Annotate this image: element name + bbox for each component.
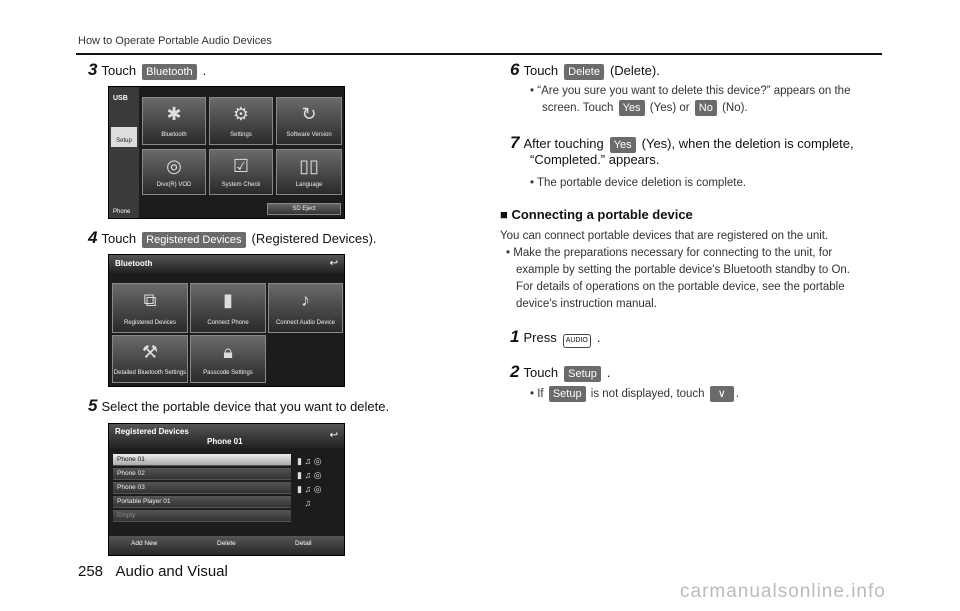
disc-icon: ◎ xyxy=(166,156,182,176)
side-phone[interactable]: Phone xyxy=(113,209,131,215)
bullet-text: (No). xyxy=(722,102,748,114)
tile-language[interactable] xyxy=(276,149,342,195)
tile-connect-audio-device[interactable] xyxy=(268,283,343,333)
tile-settings[interactable] xyxy=(209,97,273,145)
detail-button[interactable]: Detail xyxy=(295,540,312,547)
bullet-text: If xyxy=(537,388,544,400)
bullet-text: device's instruction manual. xyxy=(516,298,657,310)
list-item[interactable]: Empty xyxy=(113,510,291,522)
step-text: (Yes), when the deletion is complete, xyxy=(641,136,854,151)
bullet-7: • The portable device deletion is complete. xyxy=(530,177,747,189)
bullet-text: example by setting the portable device's Bluetooth standby to On. xyxy=(516,264,850,276)
intro-paragraph: You can connect portable devices that are registered on the unit. xyxy=(500,230,829,242)
bullet-9: • If Setup is not displayed, touch ∨ . xyxy=(530,388,740,400)
step-text: Touch xyxy=(523,365,559,380)
step-4 xyxy=(88,228,377,248)
bullet-8: • Make the preparations necessary for connecting to the unit, for example by setting the portable device's Bluetooth standby to On. For details of operations on the portable device, see the portable device's instruction manual. xyxy=(506,245,850,313)
audio-device-icon: ♪ xyxy=(301,290,310,310)
yes-button-label: Yes xyxy=(610,137,636,153)
book-icon: ▯▯ xyxy=(299,156,319,176)
tile-passcode-settings[interactable] xyxy=(190,335,266,383)
tile-label: Detailed Bluetooth Settings xyxy=(113,370,187,376)
gear-icon: ⚙ xyxy=(232,104,250,124)
step-number: 5 xyxy=(88,396,98,415)
tile-connect-phone[interactable] xyxy=(190,283,266,333)
bullet-6: • “Are you sure you want to delete this device?” appears on the screen. Touch Yes (Yes) or No (No). xyxy=(530,85,851,114)
step-text: Select the portable device that you want to delete. xyxy=(101,399,390,414)
list-item[interactable]: Phone 02 xyxy=(113,468,291,480)
step-7 xyxy=(510,133,854,153)
sidebar xyxy=(109,87,139,219)
no-button-label: No xyxy=(695,100,717,116)
device-icons: ▮ ♫ ◎ ▮ ♫ ◎ ▮ ♫ ◎ ♫ xyxy=(297,456,322,508)
step-6 xyxy=(510,60,660,80)
tile-label: Bluetooth xyxy=(161,132,187,138)
delete-button-label: Delete xyxy=(564,64,604,80)
page-number: 258 xyxy=(78,563,104,580)
registered-devices-screen xyxy=(108,423,345,556)
bluetooth-menu-screen xyxy=(108,254,345,387)
header-rule xyxy=(76,53,882,55)
step-number: 4 xyxy=(88,228,98,247)
tile-bluetooth[interactable] xyxy=(142,97,206,145)
tile-detailed-bluetooth-settings[interactable] xyxy=(112,335,188,383)
step-text: Touch xyxy=(523,63,559,78)
step-text: After touching xyxy=(523,136,604,151)
tile-label: Registered Devices xyxy=(123,320,177,326)
step-number: 2 xyxy=(510,362,520,381)
bullet-text: screen. Touch xyxy=(542,102,614,114)
step-3 xyxy=(88,60,206,80)
audio-key: AUDIO xyxy=(563,334,591,348)
page-header: How to Operate Portable Audio Devices xyxy=(78,35,272,47)
watermark: carmanualsonline.info xyxy=(680,581,886,602)
tile-system-check[interactable] xyxy=(209,149,273,195)
step-number: 1 xyxy=(510,327,520,346)
side-setup[interactable]: Setup xyxy=(111,127,137,147)
step-text: Touch xyxy=(101,63,137,78)
step-number: 6 xyxy=(510,60,520,79)
screen-title: Bluetooth xyxy=(115,259,153,268)
bullet-text: For details of operations on the portable device, see the portable xyxy=(516,281,845,293)
step-7-line2 xyxy=(530,152,659,167)
tile-label: Connect Phone xyxy=(207,320,249,326)
back-icon[interactable]: ↩ xyxy=(329,258,338,269)
step-5 xyxy=(88,396,389,416)
step-2 xyxy=(510,362,611,382)
side-usb[interactable]: USB xyxy=(113,95,128,102)
step-text: . xyxy=(596,330,601,345)
delete-button[interactable]: Delete xyxy=(217,540,236,547)
tile-label: Connect Audio Device xyxy=(275,320,336,326)
bullet-text: (Yes) or xyxy=(649,102,690,114)
setup-menu-screen xyxy=(108,86,345,219)
add-new-button[interactable]: Add New xyxy=(131,540,158,547)
registered-devices-button-label: Registered Devices xyxy=(142,232,245,248)
section-heading: ■ Connecting a portable device xyxy=(500,207,693,222)
tile-divx[interactable] xyxy=(142,149,206,195)
bluetooth-icon: ✱ xyxy=(166,104,182,124)
devices-icon: ⧉ xyxy=(143,290,157,310)
step-text: (Registered Devices). xyxy=(251,231,377,246)
bullet-text: Make the preparations necessary for connecting to the unit, for xyxy=(513,247,833,259)
tile-software-version[interactable] xyxy=(276,97,342,145)
phone-icon: ▮ xyxy=(223,290,233,310)
settings-icon: ⚒ xyxy=(141,342,159,362)
bluetooth-button-label: Bluetooth xyxy=(142,64,196,80)
bullet-text: “Are you sure you want to delete this device?” appears on the xyxy=(537,85,851,97)
list-item[interactable]: Portable Player 01 xyxy=(113,496,291,508)
step-text: Press xyxy=(523,330,557,345)
step-number: 7 xyxy=(510,133,520,152)
tile-label: Settings xyxy=(230,132,252,138)
tile-label: Language xyxy=(295,182,323,188)
setup-button-label: Setup xyxy=(564,366,601,382)
sd-eject-button[interactable]: SD Eject xyxy=(267,203,341,215)
list-item[interactable]: Phone 03 xyxy=(113,482,291,494)
footer-section: Audio and Visual xyxy=(115,563,228,580)
tile-label: System Check xyxy=(221,182,261,188)
step-number: 3 xyxy=(88,60,98,79)
lock-icon: 🔒︎ xyxy=(223,342,233,362)
tile-registered-devices[interactable] xyxy=(112,283,188,333)
bullet-text: is not displayed, touch xyxy=(590,388,705,400)
screen-subtitle: Phone 01 xyxy=(207,437,243,446)
list-item[interactable]: Phone 01 xyxy=(113,454,291,466)
tile-label: Software Version xyxy=(286,132,332,138)
step-text: . xyxy=(606,365,611,380)
chevron-down-icon: ∨ xyxy=(710,386,734,402)
step-text: (Delete). xyxy=(609,63,660,78)
bullet-text: The portable device deletion is complete. xyxy=(537,177,747,189)
step-1 xyxy=(510,327,601,348)
step-text: . xyxy=(202,63,207,78)
page-footer xyxy=(78,563,228,580)
tile-label: Divx(R) VOD xyxy=(156,182,192,188)
setup-button-label: Setup xyxy=(549,386,586,402)
refresh-icon: ↻ xyxy=(301,104,317,124)
screen-title: Registered Devices xyxy=(115,427,189,436)
yes-button-label: Yes xyxy=(619,100,645,116)
tile-label: Passcode Settings xyxy=(203,370,253,376)
checklist-icon: ☑ xyxy=(232,156,250,176)
back-icon[interactable]: ↩ xyxy=(329,430,338,441)
step-text: Touch xyxy=(101,231,137,246)
step-text: “Completed.” appears. xyxy=(530,152,660,167)
